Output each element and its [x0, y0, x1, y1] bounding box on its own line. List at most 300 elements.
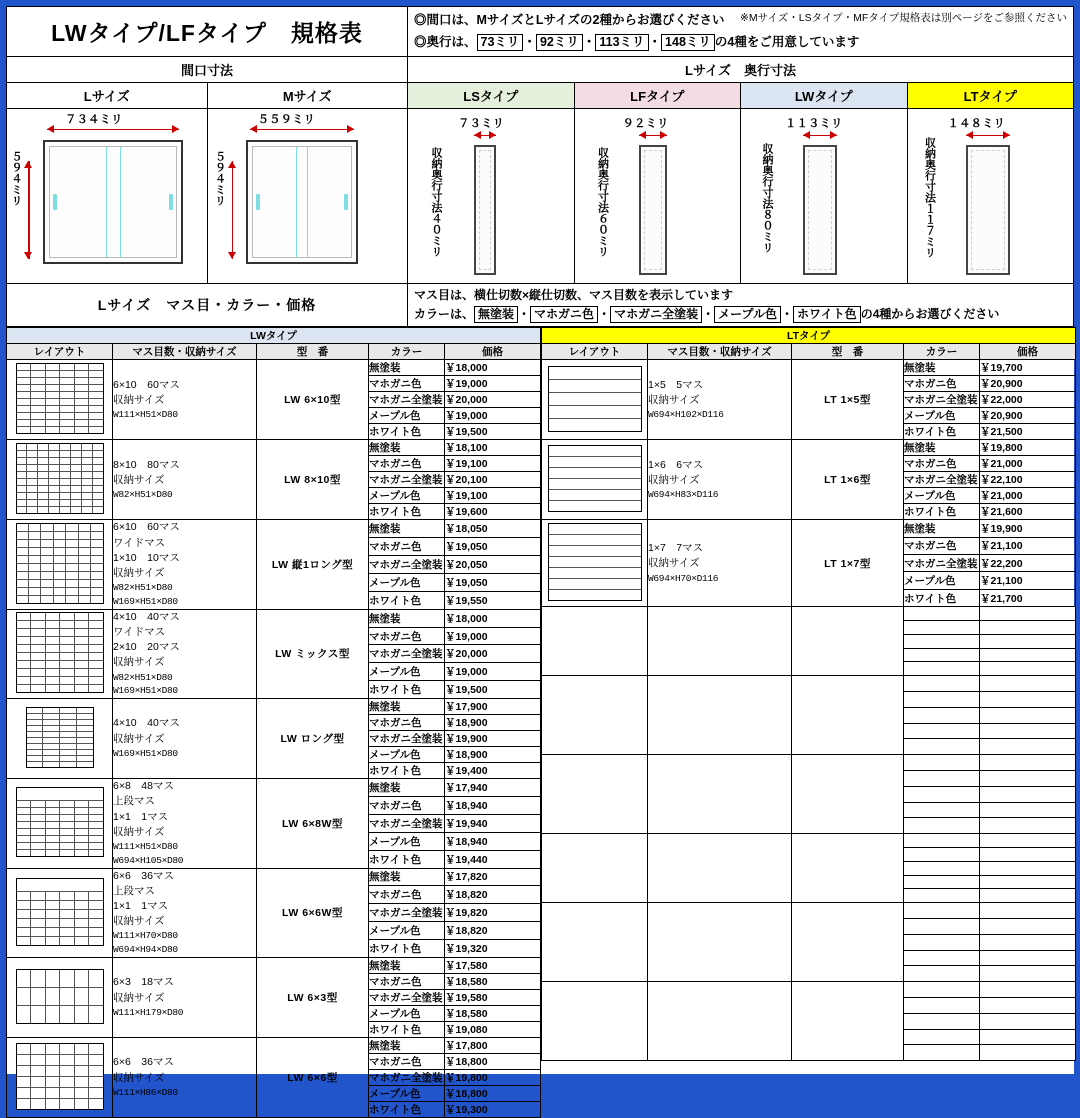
- color-cell: マホガニ色: [369, 886, 445, 904]
- table-row-empty: [542, 903, 1076, 919]
- price-cell: ￥18,940: [445, 796, 541, 814]
- note-colors-pre: カラーは、: [414, 306, 475, 321]
- empty-price-cell: [980, 739, 1076, 755]
- color-cell: ホワイト色: [904, 504, 980, 520]
- color-cell: 無塗装: [369, 957, 445, 973]
- color-cell: マホガニ全塗装: [369, 472, 445, 488]
- layout-cell: [7, 360, 113, 440]
- color-cell: メープル色: [904, 488, 980, 504]
- m-height-arrow: [228, 161, 237, 259]
- empty-model-cell: [792, 903, 904, 982]
- spec-line: 収納サイズ: [113, 656, 165, 669]
- price-cell: ￥18,900: [445, 747, 541, 763]
- price-cell: ￥21,100: [980, 572, 1076, 589]
- spec-line: 収納サイズ: [113, 991, 165, 1004]
- price-cell: ￥19,100: [445, 488, 541, 504]
- ls-depth-label: ７３ミリ: [458, 117, 504, 130]
- depth-header-lf: LFタイプ: [575, 83, 742, 108]
- spec-line: ワイドマス: [113, 625, 166, 638]
- l-height-label: ５９４ミリ: [10, 150, 22, 206]
- color-cell: メープル色: [369, 1005, 445, 1021]
- spec-line: 8×10 80マス: [113, 458, 180, 471]
- cabinet-side-lt: [966, 145, 1010, 275]
- lt-inner-label: 収納奥行寸法１１７ミリ: [923, 136, 936, 258]
- color-cell: メープル色: [369, 922, 445, 940]
- color-cell: メープル色: [369, 1085, 445, 1101]
- spec-line: 収納サイズ: [648, 393, 700, 406]
- spec-line: 収納サイズ: [113, 566, 165, 579]
- empty-color-cell: [904, 662, 980, 676]
- empty-color-cell: [904, 1013, 980, 1029]
- spec-cell: [113, 520, 257, 609]
- spec-line: W694×H70×D116: [648, 572, 719, 584]
- layout-diagram: [16, 363, 104, 434]
- empty-price-cell: [980, 607, 1076, 621]
- lt-depth-arrow: [966, 131, 1010, 140]
- m-height-label: ５９４ミリ: [213, 150, 226, 206]
- lw-col-layout: レイアウト: [7, 344, 113, 360]
- spec-line: W694×H94×D80: [113, 944, 178, 956]
- spec-line: 1×7 7マス: [648, 542, 704, 555]
- spec-line: 上段マス: [113, 795, 155, 808]
- empty-price-cell: [980, 950, 1076, 966]
- model-number: LW 6×10型: [257, 360, 369, 440]
- model-number: LW 6×8W型: [257, 779, 369, 868]
- spec-line: W111×H51×D80: [113, 409, 178, 421]
- color-option-mahogany: マホガニ色: [530, 306, 598, 323]
- empty-price-cell: [980, 676, 1076, 692]
- color-cell: マホガニ全塗装: [904, 472, 980, 488]
- lw-col-model: 型 番: [257, 344, 369, 360]
- price-section-title: Lサイズ マス目・カラー・価格: [7, 284, 408, 327]
- layout-cell: [542, 520, 648, 607]
- color-cell: ホワイト色: [369, 591, 445, 609]
- price-cell: ￥19,800: [445, 1069, 541, 1085]
- color-cell: マホガニ全塗装: [369, 904, 445, 922]
- empty-price-cell: [980, 755, 1076, 771]
- color-cell: ホワイト色: [369, 850, 445, 868]
- price-tables: [6, 327, 1074, 1118]
- table-row: [7, 699, 541, 715]
- lt-col-color: カラー: [904, 344, 980, 360]
- color-cell: マホガニ全塗装: [369, 645, 445, 663]
- empty-price-cell: [980, 919, 1076, 935]
- spec-line: 1×10 10マス: [113, 551, 180, 564]
- price-cell: ￥17,800: [445, 1037, 541, 1053]
- lw-type-header: LWタイプ: [7, 328, 541, 344]
- spec-line: 6×6 36マス: [113, 869, 174, 882]
- empty-color-cell: [904, 802, 980, 818]
- empty-price-cell: [980, 621, 1076, 635]
- lw-table-wrap: [6, 327, 541, 1118]
- empty-price-cell: [980, 982, 1076, 998]
- table-row: [7, 360, 541, 376]
- layout-cell: [7, 957, 113, 1037]
- spec-cell: [113, 699, 257, 779]
- empty-price-cell: [980, 648, 1076, 662]
- price-cell: ￥21,100: [980, 537, 1076, 554]
- empty-price-cell: [980, 861, 1076, 875]
- empty-layout-cell: [542, 834, 648, 903]
- price-cell: ￥21,600: [980, 504, 1076, 520]
- color-cell: マホガニ全塗装: [369, 392, 445, 408]
- spec-line: 収納サイズ: [648, 557, 700, 570]
- price-cell: ￥18,800: [445, 1053, 541, 1069]
- price-cell: ￥20,000: [445, 392, 541, 408]
- layout-cell: [542, 440, 648, 520]
- spec-cell: [113, 779, 257, 868]
- color-cell: メープル色: [904, 572, 980, 589]
- model-number: LW 6×3型: [257, 957, 369, 1037]
- table-row: [7, 520, 541, 538]
- price-cell: ￥20,900: [980, 376, 1076, 392]
- empty-model-cell: [792, 676, 904, 755]
- price-cell: ￥19,900: [980, 520, 1076, 537]
- color-cell: マホガニ全塗装: [369, 989, 445, 1005]
- color-cell: ホワイト色: [369, 940, 445, 958]
- color-cell: 無塗装: [369, 699, 445, 715]
- price-cell: ￥21,700: [980, 589, 1076, 606]
- layout-cell: [542, 360, 648, 440]
- spec-line: 収納サイズ: [113, 473, 165, 486]
- lw-table-body: [7, 360, 541, 1118]
- price-cell: ￥19,320: [445, 940, 541, 958]
- layout-diagram: [16, 612, 104, 693]
- price-cell: ￥19,580: [445, 989, 541, 1005]
- m-width-label: ５５９ミリ: [257, 113, 315, 126]
- color-cell: ホワイト色: [369, 763, 445, 779]
- price-cell: ￥19,300: [445, 1101, 541, 1117]
- color-cell: 無塗装: [904, 440, 980, 456]
- color-cell: マホガニ色: [369, 1053, 445, 1069]
- price-cell: ￥19,000: [445, 663, 541, 681]
- empty-color-cell: [904, 634, 980, 648]
- layout-diagram: [16, 969, 104, 1024]
- color-cell: マホガニ色: [904, 376, 980, 392]
- price-cell: ￥20,100: [445, 472, 541, 488]
- price-cell: ￥17,820: [445, 868, 541, 886]
- price-cell: ￥19,550: [445, 591, 541, 609]
- price-cell: ￥22,200: [980, 555, 1076, 572]
- size-header-m: Mサイズ: [282, 88, 332, 104]
- spec-cell: [648, 440, 792, 520]
- price-cell: ￥19,800: [980, 440, 1076, 456]
- empty-price-cell: [980, 707, 1076, 723]
- lw-depth-arrow: [803, 131, 837, 140]
- color-cell: ホワイト色: [369, 504, 445, 520]
- color-cell: 無塗装: [369, 440, 445, 456]
- price-cell: ￥19,000: [445, 408, 541, 424]
- color-cell: メープル色: [369, 663, 445, 681]
- figure-depth-ls: [408, 109, 575, 283]
- spec-line: W694×H105×D80: [113, 854, 184, 866]
- empty-price-cell: [980, 1045, 1076, 1061]
- lt-type-header: LTタイプ: [542, 328, 1076, 344]
- lw-col-price: 価格: [445, 344, 541, 360]
- spec-line: 6×6 36マス: [113, 1056, 174, 1069]
- color-cell: 無塗装: [369, 520, 445, 538]
- empty-spec-cell: [648, 903, 792, 982]
- empty-color-cell: [904, 861, 980, 875]
- spec-line: 収納サイズ: [648, 473, 700, 486]
- price-cell: ￥21,000: [980, 488, 1076, 504]
- depth-option-73: 73ミリ: [477, 34, 524, 52]
- depth-option-148: 148ミリ: [661, 34, 715, 52]
- price-cell: ￥18,820: [445, 886, 541, 904]
- spec-cell: [113, 440, 257, 520]
- price-cell: ￥22,100: [980, 472, 1076, 488]
- spec-line: 収納サイズ: [113, 825, 165, 838]
- header: [6, 6, 1074, 56]
- price-cell: ￥19,500: [445, 424, 541, 440]
- spec-cell: [113, 1037, 257, 1117]
- header-notes: [408, 7, 1073, 56]
- color-cell: マホガニ色: [369, 376, 445, 392]
- empty-price-cell: [980, 903, 1076, 919]
- model-number: LW 8×10型: [257, 440, 369, 520]
- lw-table: [6, 327, 541, 1118]
- empty-color-cell: [904, 834, 980, 848]
- empty-model-cell: [792, 755, 904, 834]
- layout-cell: [7, 440, 113, 520]
- depth-header-lt: LTタイプ: [908, 83, 1074, 108]
- price-cell: ￥17,580: [445, 957, 541, 973]
- layout-cell: [7, 779, 113, 868]
- l-width-label: ７３４ミリ: [65, 113, 123, 126]
- spec-line: 上段マス: [113, 884, 155, 897]
- color-cell: ホワイト色: [369, 1101, 445, 1117]
- color-cell: メープル色: [904, 408, 980, 424]
- color-cell: マホガニ色: [904, 456, 980, 472]
- lw-depth-label: １１３ミリ: [785, 117, 843, 130]
- price-cell: ￥18,800: [445, 1085, 541, 1101]
- lw-inner-label: 収納奥行寸法８０ミリ: [761, 142, 773, 253]
- price-cell: ￥20,900: [980, 408, 1076, 424]
- lt-depth-label: １４８ミリ: [947, 117, 1005, 130]
- spec-line: W111×H51×D80: [113, 840, 178, 852]
- front-figures: [7, 109, 407, 283]
- price-cell: ￥20,000: [445, 645, 541, 663]
- layout-cell: [7, 868, 113, 957]
- spec-line: W82×H51×D80: [113, 489, 173, 501]
- empty-price-cell: [980, 634, 1076, 648]
- spec-cell: [113, 360, 257, 440]
- model-number: LT 1×7型: [792, 520, 904, 607]
- empty-color-cell: [904, 771, 980, 787]
- empty-price-cell: [980, 1029, 1076, 1045]
- empty-price-cell: [980, 771, 1076, 787]
- empty-spec-cell: [648, 982, 792, 1061]
- empty-color-cell: [904, 648, 980, 662]
- spec-cell: [648, 360, 792, 440]
- color-cell: マホガニ色: [369, 973, 445, 989]
- empty-price-cell: [980, 889, 1076, 903]
- model-number: LT 1×5型: [792, 360, 904, 440]
- empty-price-cell: [980, 818, 1076, 834]
- empty-color-cell: [904, 692, 980, 708]
- spec-line: 1×6 6マス: [648, 458, 704, 471]
- empty-price-cell: [980, 966, 1076, 982]
- note-depth: ◎奥行は、 73ミリ ・ 92ミリ ・ 113ミリ ・ 148ミリ の4種をご用意しています: [414, 33, 1067, 52]
- spec-line: W169×H51×D80: [113, 595, 178, 607]
- model-number: LW 縦1ロング型: [257, 520, 369, 609]
- price-cell: ￥19,900: [445, 731, 541, 747]
- color-option-muto: 無塗装: [474, 306, 518, 323]
- figure-depth-lw: [741, 109, 908, 283]
- table-row-empty: [542, 755, 1076, 771]
- table-row: [542, 520, 1076, 537]
- table-row: [7, 957, 541, 973]
- lt-table: [541, 327, 1076, 1061]
- price-cell: ￥19,000: [445, 376, 541, 392]
- depth-option-92: 92ミリ: [536, 34, 583, 52]
- note-colors: カラーは、 無塗装 ・ マホガニ色 ・ マホガニ全塗装 ・ メープル色 ・ ホワイト色 の4種からお選びください: [414, 306, 1000, 321]
- spec-cell: [648, 520, 792, 607]
- price-cell: ￥19,400: [445, 763, 541, 779]
- note-reference: ※Mサイズ・LSタイプ・MFタイプ規格表は別ページをご参照ください: [740, 12, 1067, 24]
- layout-diagram: [16, 443, 104, 514]
- price-cell: ￥18,940: [445, 832, 541, 850]
- note-width: ◎間口は、MサイズとLサイズの2種からお選びください: [414, 13, 725, 27]
- table-row-empty: [542, 607, 1076, 621]
- table-row: [7, 609, 541, 627]
- price-cell: ￥19,820: [445, 904, 541, 922]
- spec-cell: [113, 957, 257, 1037]
- figure-m-size: [208, 109, 408, 283]
- spec-line: 6×10 60マス: [113, 521, 180, 534]
- depth-figures: [408, 109, 1073, 283]
- empty-layout-cell: [542, 982, 648, 1061]
- price-cell: ￥18,580: [445, 1005, 541, 1021]
- figure-l-size: [7, 109, 208, 283]
- empty-color-cell: [904, 950, 980, 966]
- empty-color-cell: [904, 723, 980, 739]
- color-option-mahogany-full: マホガニ全塗装: [610, 306, 702, 323]
- empty-color-cell: [904, 934, 980, 950]
- spec-line: 6×8 48マス: [113, 780, 174, 793]
- cabinet-side-lf: [639, 145, 667, 275]
- note-depth-pre: ◎奥行は、: [414, 34, 477, 49]
- empty-layout-cell: [542, 903, 648, 982]
- model-number: LT 1×6型: [792, 440, 904, 520]
- spec-line: W169×H51×D80: [113, 685, 178, 697]
- size-header-l: Lサイズ: [7, 83, 208, 108]
- color-cell: メープル色: [369, 747, 445, 763]
- ls-inner-label: 収納奥行寸法４０ミリ: [430, 146, 442, 257]
- color-cell: マホガニ色: [369, 627, 445, 645]
- spec-line: W169×H51×D80: [113, 747, 178, 759]
- cabinet-side-lw: [803, 145, 837, 275]
- layout-diagram: [548, 523, 642, 601]
- cabinet-side-ls: [474, 145, 496, 275]
- color-cell: 無塗装: [904, 360, 980, 376]
- layout-diagram: [16, 1043, 104, 1110]
- spec-line: W111×H86×D80: [113, 1086, 178, 1098]
- spec-cell: [113, 868, 257, 957]
- price-cell: ￥17,900: [445, 699, 541, 715]
- model-number: LW ミックス型: [257, 609, 369, 698]
- depth-header-lw: LWタイプ: [741, 83, 908, 108]
- empty-model-cell: [792, 607, 904, 676]
- empty-spec-cell: [648, 834, 792, 903]
- empty-color-cell: [904, 848, 980, 862]
- price-cell: ￥19,600: [445, 504, 541, 520]
- note-depth-post: の4種をご用意しています: [714, 34, 860, 49]
- color-cell: 無塗装: [904, 520, 980, 537]
- empty-price-cell: [980, 875, 1076, 889]
- spec-line: 収納サイズ: [113, 732, 165, 745]
- depth-dimension-title: Lサイズ 奥行寸法: [408, 57, 1073, 83]
- price-cell: ￥21,000: [980, 456, 1076, 472]
- note-colors-post: の4種からお選びください: [860, 306, 1000, 321]
- empty-price-cell: [980, 802, 1076, 818]
- color-cell: ホワイト色: [369, 681, 445, 699]
- price-cell: ￥19,080: [445, 1021, 541, 1037]
- empty-color-cell: [904, 739, 980, 755]
- spec-line: W111×H179×D80: [113, 1006, 184, 1018]
- front-dimension-section: [7, 57, 408, 283]
- empty-color-cell: [904, 621, 980, 635]
- depth-header-ls: LSタイプ: [408, 83, 575, 108]
- empty-color-cell: [904, 755, 980, 771]
- figure-depth-lf: [575, 109, 742, 283]
- spec-line: 6×3 18マス: [113, 976, 174, 989]
- empty-price-cell: [980, 662, 1076, 676]
- lf-depth-arrow: [639, 131, 667, 140]
- lt-col-price: 価格: [980, 344, 1076, 360]
- table-row-empty: [542, 676, 1076, 692]
- spec-cell: [113, 609, 257, 698]
- dimension-band: [6, 56, 1074, 284]
- color-cell: マホガニ全塗装: [369, 556, 445, 574]
- price-cell: ￥18,100: [445, 440, 541, 456]
- empty-color-cell: [904, 786, 980, 802]
- empty-spec-cell: [648, 676, 792, 755]
- price-cell: ￥17,940: [445, 779, 541, 797]
- table-row: [7, 868, 541, 886]
- price-cell: ￥19,440: [445, 850, 541, 868]
- price-cell: ￥18,820: [445, 922, 541, 940]
- table-row: [542, 360, 1076, 376]
- color-cell: マホガニ色: [369, 456, 445, 472]
- color-cell: マホガニ全塗装: [369, 731, 445, 747]
- price-cell: ￥19,000: [445, 627, 541, 645]
- empty-color-cell: [904, 982, 980, 998]
- spec-line: 4×10 40マス: [113, 610, 180, 623]
- color-cell: マホガニ全塗装: [369, 1069, 445, 1085]
- model-number: LW ロング型: [257, 699, 369, 779]
- price-cell: ￥19,050: [445, 573, 541, 591]
- empty-color-cell: [904, 966, 980, 982]
- page-title: LWタイプ/LFタイプ 規格表: [7, 7, 408, 56]
- empty-color-cell: [904, 818, 980, 834]
- price-cell: ￥19,050: [445, 538, 541, 556]
- price-cell: ￥18,580: [445, 973, 541, 989]
- empty-color-cell: [904, 903, 980, 919]
- depth-dimension-section: [408, 57, 1073, 283]
- cabinet-front-m: [246, 140, 358, 264]
- price-cell: ￥19,700: [980, 360, 1076, 376]
- lt-col-model: 型 番: [792, 344, 904, 360]
- price-cell: ￥19,100: [445, 456, 541, 472]
- color-cell: 無塗装: [369, 609, 445, 627]
- color-cell: マホガニ全塗装: [369, 814, 445, 832]
- spec-line: 1×5 5マス: [648, 378, 704, 391]
- lf-depth-label: ９２ミリ: [622, 117, 669, 130]
- table-row-empty: [542, 982, 1076, 998]
- figure-depth-lt: [908, 109, 1074, 283]
- lt-col-spec: マス目数・収納サイズ: [648, 344, 792, 360]
